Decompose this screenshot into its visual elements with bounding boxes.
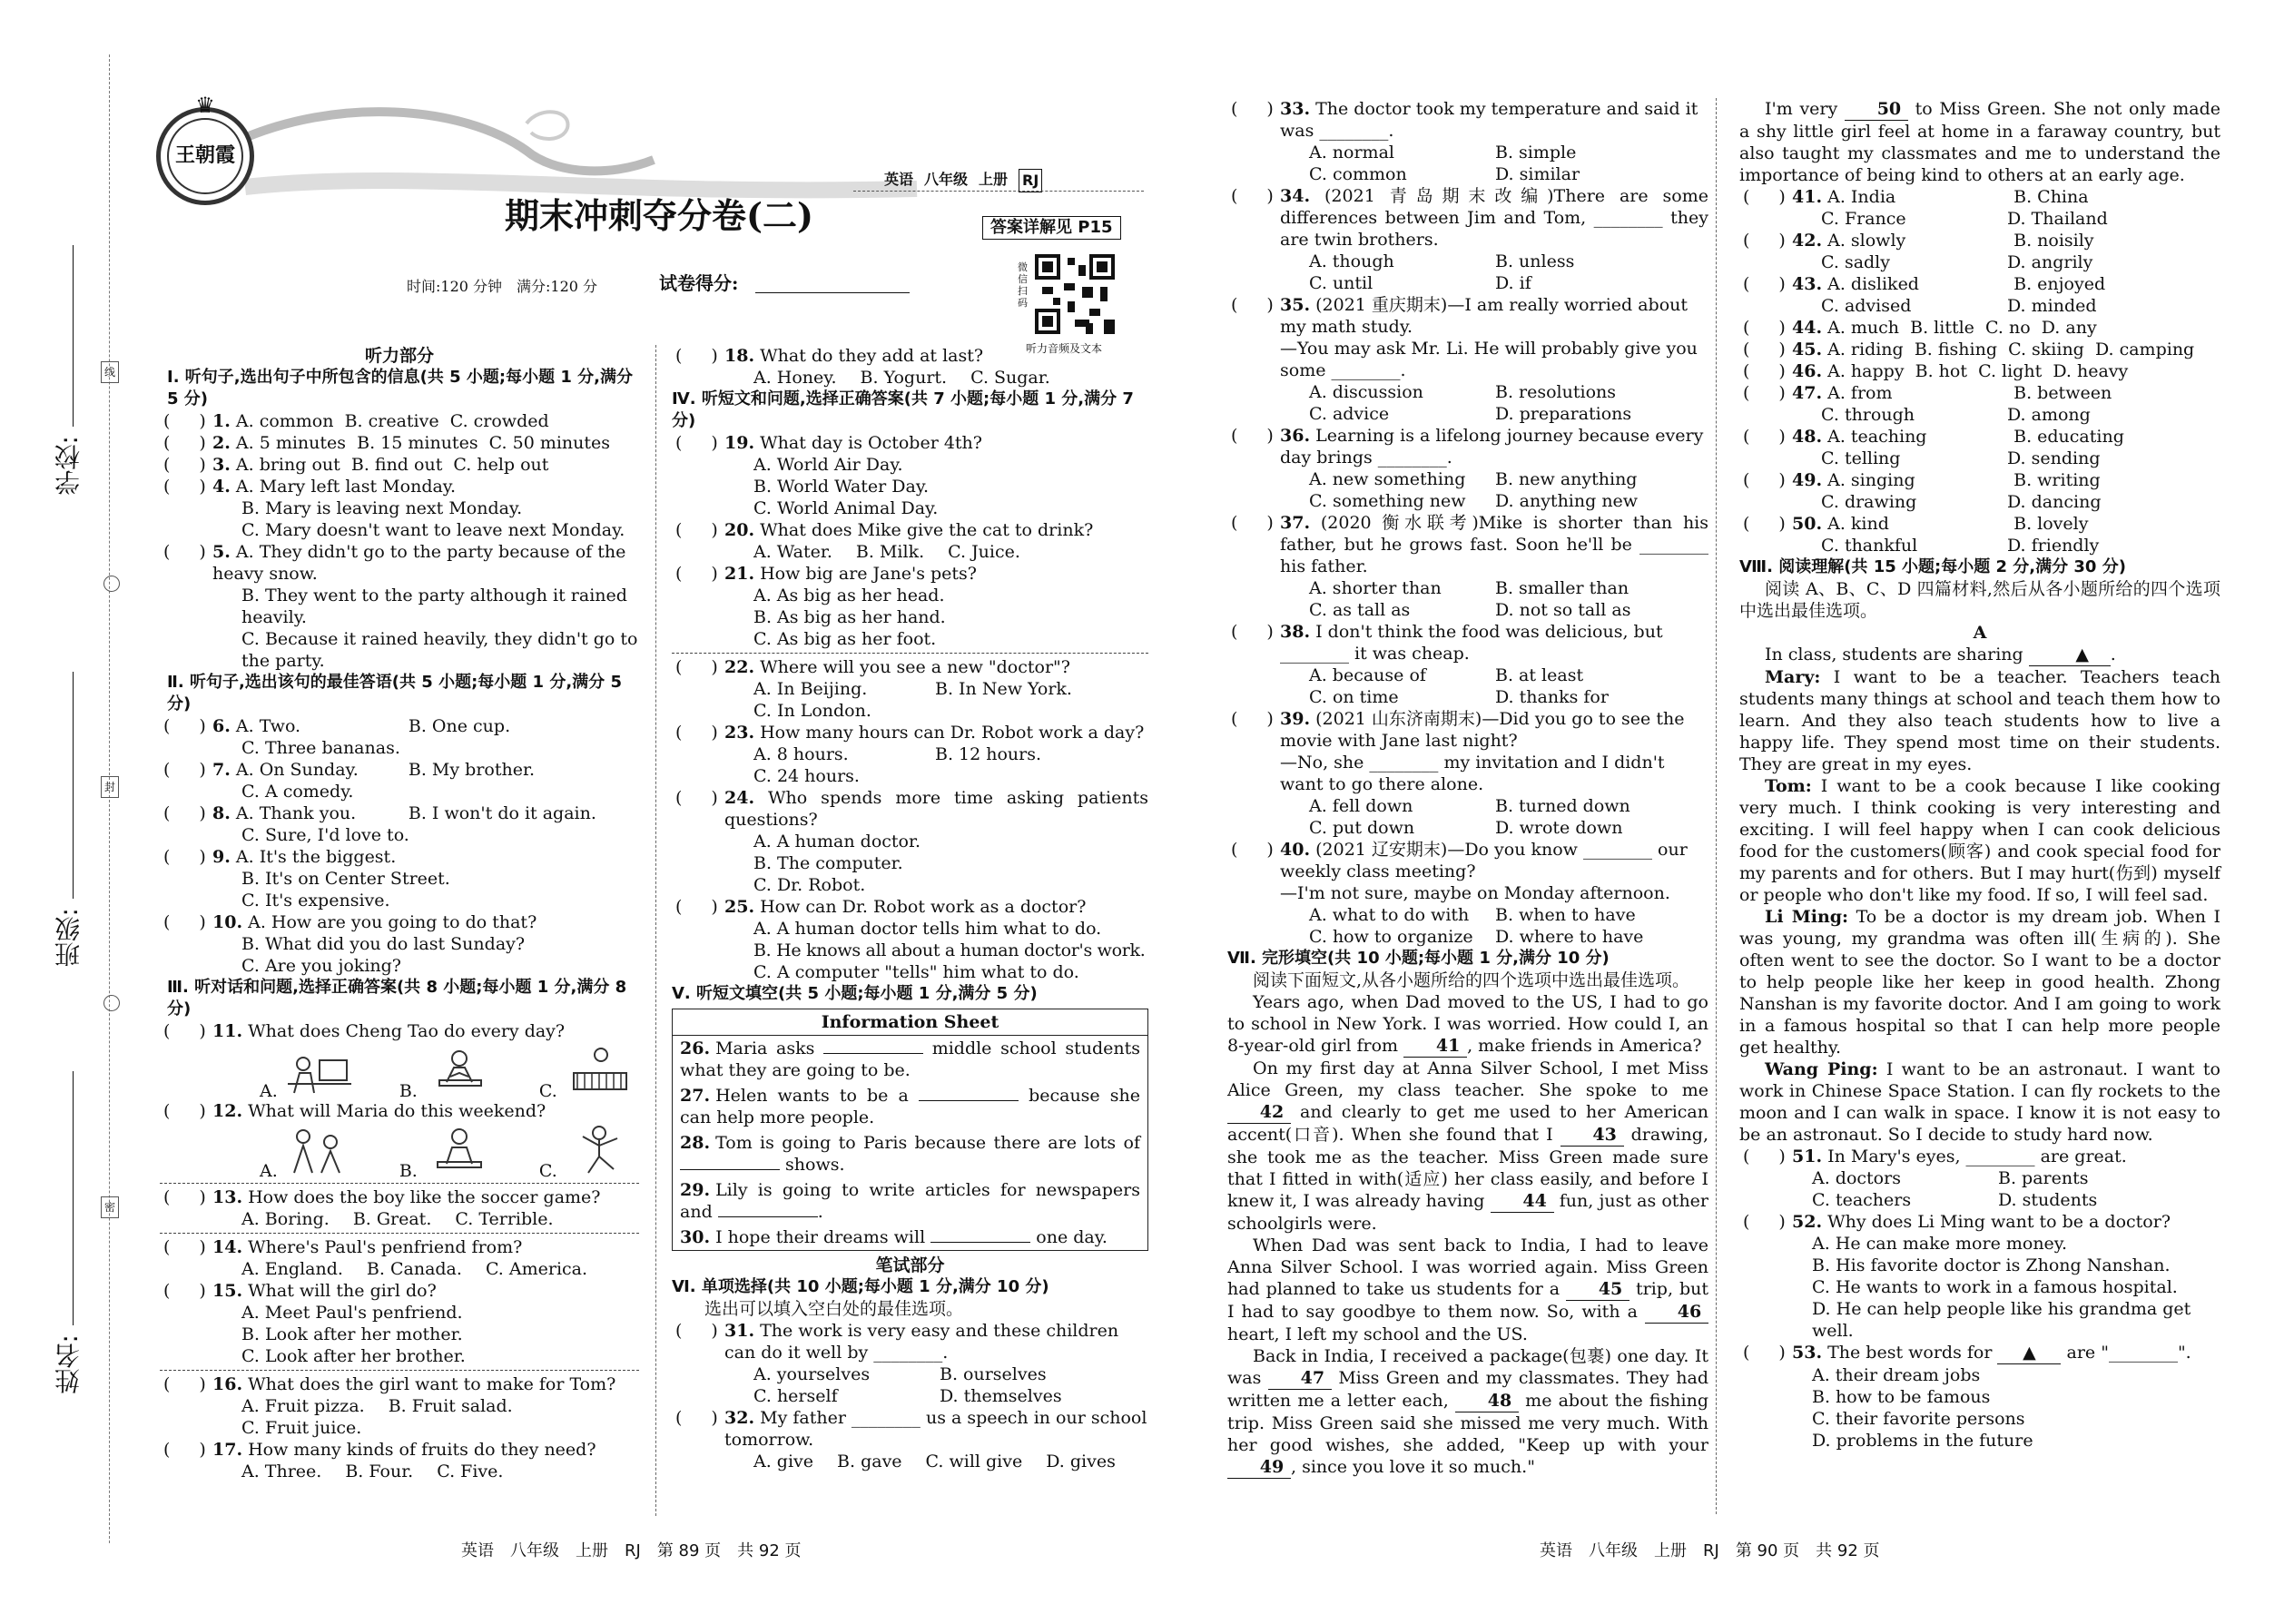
logo <box>156 93 254 205</box>
subject-tag: RJ <box>1019 169 1042 192</box>
option: B. What did you do last Sunday? <box>241 934 526 954</box>
options-row: A. fell down B. turned down C. put down D. wrote down <box>1309 796 1630 838</box>
qr-caption: 听力音频及文本 <box>1026 342 1103 355</box>
options-row: A. 8 hours. B. 12 hours. <box>753 744 1042 764</box>
binding-line <box>109 54 110 1543</box>
answer-paren[interactable] <box>163 715 206 737</box>
question[interactable]: ( ) 2. A. 5 minutes B. 15 minutes C. 50 minutes <box>160 432 639 454</box>
option: B. The computer. <box>753 853 903 873</box>
qr-code-icon <box>1035 254 1115 334</box>
options-row: A. England. B. Canada. C. America. <box>241 1259 588 1279</box>
info-row: 26. Maria asks middle school students what they are going to be. <box>680 1038 1140 1080</box>
picture-option[interactable]: C. <box>539 1042 635 1100</box>
cloze-blank[interactable]: 44 <box>1491 1190 1554 1213</box>
question[interactable]: ( ) 32. My father ________ us a speech in our school tomorrow. <box>672 1407 1148 1451</box>
option: B. It's on Center Street. <box>241 869 450 889</box>
answer-paren[interactable] <box>1743 273 1786 295</box>
question[interactable]: ( ) 49. A. singing B. writing <box>1739 469 2220 491</box>
question[interactable]: ( ) 44. A. much B. little C. no D. any <box>1739 317 2220 339</box>
divider <box>160 1370 639 1371</box>
cloze-blank[interactable]: 43 <box>1561 1124 1624 1147</box>
cloze-blank[interactable]: 45 <box>1566 1278 1629 1301</box>
option: D. He can help people like his grandma get well. <box>1812 1299 2191 1341</box>
cloze-blank[interactable]: 49 <box>1227 1456 1291 1479</box>
option: C. Mary doesn't want to leave next Monday. <box>241 520 625 540</box>
options-row: A. though B. unless C. until D. if <box>1309 251 1575 293</box>
boy-reading-picture <box>423 1042 496 1097</box>
cloze-paragraph: On my first day at Anna Silver School, I met Miss Alice Green, my class teacher. She spoke to me 42 and clearly to get me used to her American accent(口音). When she found that I 43 drawing, she took me as the teacher. Miss Green made sure that I fitted in with(适应) her class easily, and before I knew it, I was already having 44 fun, just as other schoolgirls were. <box>1227 1058 1709 1234</box>
class-blank[interactable] <box>73 672 74 899</box>
answer-paren[interactable] <box>163 541 206 563</box>
answer-paren[interactable] <box>163 802 206 824</box>
option: A. A human doctor tells him what to do. <box>753 919 1102 939</box>
option: C. A comedy. <box>241 782 354 802</box>
answer-paren[interactable] <box>675 432 718 454</box>
option: A. He can make more money. <box>1812 1234 2068 1254</box>
option: B. They went to the party although it rained heavily. <box>241 586 627 627</box>
passage-paragraph: Wang Ping: I want to be an astronaut. I want to work in Chinese Space Station. I can fly rockets to the moon and I can walk in space. I know it is not easy to be an astronaut. So I decide to study hard now. <box>1739 1059 2220 1145</box>
info-row: 28. Tom is going to Paris because there are lots of shows. <box>680 1133 1140 1175</box>
section-heading: Ⅵ. 单项选择(共 10 小题;每小题 1 分,满分 10 分) <box>672 1277 1049 1296</box>
passage-paragraph: Li Ming: To be a doctor is my dream job. When I was young, my grandma was often ill(生病的). She often went to see the doctor. So I want to be a doctor to help people like her keep in good health. Zhong Nanshan is my favorite doctor. And I am going to work in a famous hospital so that I can help more people get healthy. <box>1739 907 2220 1058</box>
options-row: C. through D. among <box>1821 405 2091 425</box>
header-rule <box>853 191 1144 192</box>
column-divider <box>1716 98 1717 1514</box>
options-row: A. normal B. simple C. common D. similar <box>1309 143 1580 184</box>
option: C. It's expensive. <box>241 891 390 910</box>
question[interactable]: ( ) 1. A. common B. creative C. crowded <box>160 410 639 432</box>
question[interactable]: ( ) 43. A. disliked B. enjoyed <box>1739 273 2220 295</box>
boy-piano-picture <box>563 1042 635 1097</box>
question[interactable]: ( ) 24. Who spends more time asking patients questions? <box>672 787 1148 831</box>
option: B. Mary is leaving next Monday. <box>241 498 523 518</box>
cloze-blank[interactable]: 48 <box>1455 1390 1519 1412</box>
options-row: C. thankful D. friendly <box>1821 536 2100 556</box>
question[interactable]: ( ) 23. How many hours can Dr. Robot work a day? <box>672 722 1148 743</box>
boy-computer-picture <box>283 1042 356 1097</box>
school-blank[interactable] <box>73 245 74 427</box>
answer-paren[interactable] <box>1743 230 1786 251</box>
girl-dancing-picture <box>563 1122 635 1176</box>
options-row: A. Boring. B. Great. C. Terrible. <box>241 1209 554 1229</box>
answer-paren[interactable] <box>163 432 206 454</box>
answer-paren[interactable] <box>675 345 718 367</box>
options-row: A. Three. B. Four. C. Five. <box>241 1462 504 1481</box>
dialogue-line: —I'm not sure, maybe on Monday afternoon. <box>1280 883 1670 903</box>
answer-paren[interactable] <box>163 1280 206 1302</box>
subject-tag: 英语 <box>884 171 914 188</box>
option: A. their dream jobs <box>1812 1365 1981 1385</box>
subject-tags <box>884 169 1042 192</box>
column-listening-1 <box>160 345 639 1482</box>
question[interactable]: ( ) 20. What does Mike give the cat to drink? <box>672 519 1148 541</box>
section-heading: Ⅲ. 听对话和问题,选择正确答案(共 8 小题;每小题 1 分,满分 8 分) <box>167 978 627 1019</box>
listening-heading: 听力部分 <box>364 346 434 366</box>
option: B. Look after her mother. <box>241 1324 463 1344</box>
option: C. Sure, I'd love to. <box>241 825 409 845</box>
question[interactable]: ( ) 4. A. Mary left last Monday. <box>160 476 639 497</box>
question[interactable]: ( ) 16. What does the girl want to make for Tom? <box>160 1373 639 1395</box>
option: C. Three bananas. <box>241 738 400 758</box>
option: C. A computer "tells" him what to do. <box>753 962 1079 982</box>
answer-paren[interactable] <box>163 1439 206 1461</box>
seal-mark-line: 线 <box>101 361 119 383</box>
option: C. Dr. Robot. <box>753 875 866 895</box>
picture-option[interactable]: A. <box>260 1042 356 1100</box>
score-field[interactable] <box>755 292 910 293</box>
divider <box>672 653 1148 654</box>
options-row: C. France D. Thailand <box>1821 209 2108 229</box>
question[interactable]: ( ) 51. In Mary's eyes, ________ are great. <box>1739 1146 2220 1167</box>
picture-option[interactable]: C. <box>539 1122 635 1180</box>
answer-paren[interactable] <box>1743 1342 1786 1363</box>
answer-paren[interactable] <box>1743 317 1786 339</box>
question[interactable]: ( ) 39. (2021 山东济南期末)—Did you go to see the movie with Jane last night? <box>1227 708 1708 752</box>
answer-paren[interactable] <box>1743 360 1786 382</box>
cloze-paragraph: Back in India, I received a package(包裹) one day. It was 47 Miss Green and my classmates. They had written me a letter each, 48 me about the fishing trip. Miss Green said she missed me very much. With her good wishes, she added, "Keep up with your 49 , since you love it so much." <box>1227 1346 1708 1477</box>
question[interactable]: ( ) 5. A. They didn't go to the party because of the heavy snow. <box>160 541 639 585</box>
option: C. He wants to work in a famous hospital. <box>1812 1277 2178 1297</box>
options-row: A. new something B. new anything C. something new D. anything new <box>1309 469 1639 511</box>
option: C. As big as her foot. <box>753 629 937 649</box>
answer-reference: 答案详解见 P15 <box>982 216 1121 240</box>
question[interactable]: ( ) 14. Where's Paul's penfriend from? <box>160 1236 639 1258</box>
section-heading: Ⅳ. 听短文和问题,选择正确答案(共 7 小题;每小题 1 分,满分 7 分) <box>672 389 1134 430</box>
answer-paren[interactable] <box>163 410 206 432</box>
options-row: C. advised D. minded <box>1821 296 2097 316</box>
option: C. World Animal Day. <box>753 498 939 518</box>
question[interactable]: ( ) 50. A. kind B. lovely <box>1739 513 2220 535</box>
question[interactable]: ( ) 12. What will Maria do this weekend? <box>160 1100 639 1122</box>
answer-paren[interactable] <box>675 1407 718 1429</box>
page-footer-right: 英语 八年级 上册 RJ 第 90 页 共 92 页 <box>1540 1541 1880 1560</box>
option: B. His favorite doctor is Zhong Nanshan. <box>1812 1255 2171 1275</box>
answer-paren[interactable] <box>1743 382 1786 404</box>
option: A. World Air Day. <box>753 455 903 475</box>
seal-circle <box>103 576 120 592</box>
question[interactable]: ( ) 40. (2021 辽安期末)—Do you know ________ our weekly class meeting? <box>1227 839 1708 882</box>
section-heading: Ⅱ. 听句子,选出该句的最佳答语(共 5 小题;每小题 1 分,满分 5 分) <box>167 673 622 714</box>
page-footer-left: 英语 八年级 上册 RJ 第 89 页 共 92 页 <box>461 1541 802 1560</box>
option: C. Are you joking? <box>241 956 401 976</box>
option: B. World Water Day. <box>753 477 930 497</box>
option: C. Look after her brother. <box>241 1346 466 1366</box>
question[interactable]: ( ) 17. How many kinds of fruits do they need? <box>160 1439 639 1461</box>
options-row: A. give B. gave C. will give D. gives <box>753 1452 1116 1471</box>
question[interactable]: ( ) 36. Learning is a lifelong journey because every day brings ________. <box>1227 425 1708 468</box>
option: C. Fruit juice. <box>241 1418 362 1438</box>
answer-paren[interactable] <box>675 722 718 743</box>
options-row: C. telling D. sending <box>1821 448 2101 468</box>
option: B. As big as her hand. <box>753 607 946 627</box>
cloze-blank[interactable]: 46 <box>1645 1301 1708 1324</box>
section-heading: Ⅴ. 听短文填空(共 5 小题;每小题 1 分,满分 5 分) <box>672 984 1038 1003</box>
question[interactable]: ( ) 18. What do they add at last? <box>672 345 1148 367</box>
answer-paren[interactable] <box>1743 339 1786 360</box>
question[interactable]: ( ) 22. Where will you see a new "doctor"? <box>672 656 1148 678</box>
info-row: 30. I hope their dreams will one day. <box>680 1227 1108 1247</box>
picture-option[interactable]: B. <box>399 1042 496 1100</box>
answer-paren[interactable] <box>1231 425 1274 447</box>
options-row: A. In Beijing. B. In New York. <box>753 679 1072 699</box>
question[interactable]: ( ) 15. What will the girl do? <box>160 1280 639 1302</box>
dialogue-line: —You may ask Mr. Li. He will probably give you some ________. <box>1280 339 1698 380</box>
section-instruction: 阅读下面短文,从各小题所给的四个选项中选出最佳选项。 <box>1253 970 1690 990</box>
fill-blank[interactable] <box>680 1169 780 1170</box>
answer-paren[interactable] <box>163 454 206 476</box>
dialogue-line: —No, she ________ my invitation and I didn't want to go there alone. <box>1280 753 1665 794</box>
answer-paren[interactable] <box>1743 1211 1786 1233</box>
picture-options <box>160 1122 639 1180</box>
answer-paren[interactable] <box>163 911 206 933</box>
question[interactable]: ( ) 9. A. It's the biggest. <box>160 846 639 868</box>
question[interactable]: ( ) 42. A. slowly B. noisily <box>1739 230 2220 251</box>
crown-icon: ♛ <box>195 93 215 118</box>
section-heading: Ⅰ. 听句子,选出句子中所包含的信息(共 5 小题;每小题 1 分,满分 5 分) <box>167 368 634 408</box>
reading-blank[interactable]: ▲ <box>2029 644 2111 666</box>
answer-paren[interactable] <box>163 1186 206 1208</box>
picture-option[interactable]: B. <box>399 1122 496 1180</box>
answer-paren[interactable] <box>1231 621 1274 643</box>
section-heading: Ⅶ. 完形填空(共 10 小题;每小题 1 分,满分 10 分) <box>1227 949 1610 968</box>
section-heading: Ⅷ. 阅读理解(共 15 小题;每小题 2 分,满分 30 分) <box>1739 557 2126 576</box>
question[interactable]: ( ) 7. A. On Sunday. B. My brother. <box>160 759 639 781</box>
section-instruction: 选出可以填入空白处的最佳选项。 <box>704 1299 964 1319</box>
option: C. their favorite persons <box>1812 1409 2025 1429</box>
question[interactable]: ( ) 37. (2020 衡水联考)Mike is shorter than his father, but he grows fast. Soon he'll be ________ his father. <box>1227 512 1708 577</box>
answer-paren[interactable] <box>1231 708 1274 730</box>
info-sheet-title: Information Sheet <box>673 1009 1147 1036</box>
info-row: 27. Helen wants to be a because she can help more people. <box>680 1086 1140 1127</box>
question[interactable]: ( ) 3. A. bring out B. find out C. help out <box>160 454 639 476</box>
seal-circle <box>103 995 120 1011</box>
question[interactable]: ( ) 48. A. teaching B. educating <box>1739 426 2220 448</box>
answer-paren[interactable] <box>163 1020 206 1042</box>
question[interactable]: ( ) 6. A. Two. B. One cup. <box>160 715 639 737</box>
option: C. In London. <box>753 701 871 721</box>
answer-paren[interactable] <box>675 787 718 809</box>
question[interactable]: ( ) 8. A. Thank you. B. I won't do it again. <box>160 802 639 824</box>
answer-paren[interactable] <box>1231 512 1274 534</box>
answer-paren[interactable] <box>163 846 206 868</box>
column-written-2 <box>1739 98 2220 1452</box>
question[interactable]: ( ) 38. I don't think the food was delicious, but ________ it was cheap. <box>1227 621 1708 664</box>
information-sheet <box>672 1009 1148 1251</box>
girls-playing-picture <box>283 1122 356 1176</box>
answer-paren[interactable] <box>163 1236 206 1258</box>
options-row: A. discussion B. resolutions C. advice D. preparations <box>1309 382 1632 424</box>
time-info: 时间:120 分钟 满分:120 分 <box>407 278 598 295</box>
section-instruction: 阅读 A、B、C、D 四篇材料,然后从各小题所给的四个选项中选出最佳选项。 <box>1739 579 2220 621</box>
answer-paren[interactable] <box>163 476 206 497</box>
options-row: A. because of B. at least C. on time D. thanks for <box>1309 665 1609 707</box>
option: D. problems in the future <box>1812 1431 2033 1451</box>
question[interactable]: ( ) 19. What day is October 4th? <box>672 432 1148 454</box>
option: A. As big as her head. <box>753 586 945 605</box>
question[interactable]: ( ) 10. A. How are you going to do that? <box>160 911 639 933</box>
answer-paren[interactable] <box>163 1373 206 1395</box>
question[interactable]: ( ) 31. The work is very easy and these children can do it well by ________. <box>672 1320 1148 1363</box>
question[interactable]: ( ) 13. How does the boy like the soccer game? <box>160 1186 639 1208</box>
answer-paren[interactable] <box>1743 513 1786 535</box>
answer-paren[interactable] <box>675 1320 718 1342</box>
page-title: 期末冲刺夺分卷(二) <box>505 195 813 236</box>
picture-options <box>160 1042 639 1100</box>
qr-note: 微信扫码 <box>1018 261 1028 309</box>
girl-studying-picture <box>423 1122 496 1176</box>
answer-paren[interactable] <box>1743 469 1786 491</box>
divider <box>160 1233 639 1234</box>
answer-paren[interactable] <box>675 519 718 541</box>
options-row: A. what to do with B. when to have C. how to organize D. where to have <box>1309 905 1644 947</box>
info-row: 29. Lily is going to write articles for newspapers and . <box>680 1180 1140 1222</box>
cloze-paragraph: When Dad was sent back to India, I had to leave Anna Silver School. I was worried again. Miss Green had planned to take us students for a 45 trip, but I had to say goodbye to them now. So, with a 46 heart, I left my school and the US. <box>1227 1235 1708 1344</box>
answer-paren[interactable] <box>675 656 718 678</box>
column-written-1 <box>1227 98 1708 1479</box>
answer-paren[interactable] <box>1743 1146 1786 1167</box>
cloze-paragraph: I'm very 50 to Miss Green. She not only made a shy little girl feel at home in a faraway country, but also taught my classmates and me to understand the importance of being kind to others at an early age. <box>1739 99 2220 185</box>
question[interactable]: ( ) 11. What does Cheng Tao do every day? <box>160 1020 639 1042</box>
options-row: A. doctors B. parents C. teachers D. students <box>1812 1168 2098 1210</box>
option: B. how to be famous <box>1812 1387 1991 1407</box>
question[interactable]: ( ) 41. A. India B. China <box>1739 186 2220 208</box>
option: C. Because it rained heavily, they didn't go to the party. <box>241 629 638 671</box>
name-label: 姓名: <box>54 1334 84 1394</box>
column-listening-2 <box>672 345 1148 1472</box>
options-row: A. Honey. B. Yogurt. C. Sugar. <box>753 368 1050 388</box>
answer-paren[interactable] <box>163 759 206 781</box>
cloze-blank[interactable]: 50 <box>1845 98 1908 121</box>
option: A. Meet Paul's penfriend. <box>241 1303 463 1323</box>
subject-tag: 上册 <box>979 171 1009 188</box>
fill-blank[interactable] <box>823 1053 923 1054</box>
options-row: C. drawing D. dancing <box>1821 492 2102 512</box>
options-row: A. shorter than B. smaller than C. as tall as D. not so tall as <box>1309 578 1631 620</box>
cloze-blank[interactable]: 47 <box>1268 1367 1332 1390</box>
question[interactable]: ( ) 35. (2021 重庆期末)—I am really worried about my math study. <box>1227 294 1708 338</box>
question[interactable]: ( ) 52. Why does Li Ming want to be a doctor? <box>1739 1211 2220 1233</box>
answer-paren[interactable] <box>1231 294 1274 316</box>
answer-paren[interactable] <box>1743 426 1786 448</box>
question[interactable]: ( ) 47. A. from B. between <box>1739 382 2220 404</box>
options-row: C. sadly D. angrily <box>1821 252 2093 272</box>
name-blank[interactable] <box>73 1071 74 1325</box>
school-label: 学校: <box>54 436 84 496</box>
cloze-paragraph: Years ago, when Dad moved to the US, I had to go to school in New York. I was worried. How could I, an 8-year-old girl from 41 , make friends in America? <box>1227 992 1708 1056</box>
written-heading: 笔试部分 <box>875 1255 945 1275</box>
options-row: A. Water. B. Milk. C. Juice. <box>753 542 1020 562</box>
question[interactable]: ( ) 46. A. happy B. hot C. light D. heavy <box>1739 360 2220 382</box>
question[interactable]: ( ) 33. The doctor took my temperature and said it was ________. <box>1227 98 1708 142</box>
divider <box>160 1183 639 1184</box>
passage-paragraph: Mary: I want to be a teacher. Teachers teach students many things at school and teach them how to learn. And they also teach students how to live a happy life. They spend most time on their students. They are great in my eyes. <box>1739 667 2220 774</box>
answer-paren[interactable] <box>1743 186 1786 208</box>
seal-mark-seal: 封 <box>101 776 119 798</box>
passage-intro: In class, students are sharing ▲ . <box>1765 645 2116 664</box>
question[interactable]: ( ) 25. How can Dr. Robot work as a doctor? <box>672 896 1148 918</box>
passage-paragraph: Tom: I want to be a cook because I like cooking very much. I think cooking is very interesting and exciting. I will feel happy when I can cook delicious food for the customers(顾客) and cook special food for my parents and for others. But I may hurt(伤到) myself or people who don't like my food. If so, I will feel sad. <box>1739 776 2220 905</box>
option: C. 24 hours. <box>753 766 860 786</box>
options-row: A. yourselves B. ourselves C. herself D. themselves <box>753 1364 1062 1406</box>
class-label: 班级: <box>54 908 84 968</box>
question[interactable]: ( ) 45. A. riding B. fishing C. skiing D. camping <box>1739 339 2220 360</box>
option: B. He knows all about a human doctor's work. <box>753 940 1146 960</box>
reading-blank[interactable]: ▲ <box>1997 1342 2061 1364</box>
fill-blank[interactable] <box>930 1242 1030 1243</box>
cloze-blank[interactable]: 41 <box>1403 1035 1467 1058</box>
answer-paren[interactable] <box>675 563 718 585</box>
answer-paren[interactable] <box>1231 185 1274 207</box>
option: A. A human doctor. <box>753 832 921 851</box>
fill-blank[interactable] <box>919 1100 1019 1101</box>
score-label: 试卷得分: <box>659 272 739 294</box>
question[interactable]: ( ) 21. How big are Jane's pets? <box>672 563 1148 585</box>
seal-mark-secret: 密 <box>101 1196 119 1218</box>
options-row: A. Fruit pizza. B. Fruit salad. <box>241 1396 513 1416</box>
column-divider <box>655 345 656 1516</box>
subject-tag: 八年级 <box>924 171 969 188</box>
question[interactable]: ( ) 34. (2021 青岛期末改编)There are some differences between Jim and Tom, ________ they are twin brothers. <box>1227 185 1708 251</box>
answer-paren[interactable] <box>163 1100 206 1122</box>
question[interactable]: ( ) 53. The best words for ▲ are "________". <box>1739 1342 2220 1364</box>
logo-text: 王朝霞 <box>174 143 235 167</box>
fill-blank[interactable] <box>718 1216 818 1217</box>
answer-paren[interactable] <box>1231 839 1274 861</box>
passage-label: A <box>1973 623 1987 643</box>
picture-option[interactable]: A. <box>260 1122 356 1180</box>
cloze-blank[interactable]: 42 <box>1227 1101 1291 1124</box>
answer-paren[interactable] <box>1231 98 1274 120</box>
answer-paren[interactable] <box>675 896 718 918</box>
